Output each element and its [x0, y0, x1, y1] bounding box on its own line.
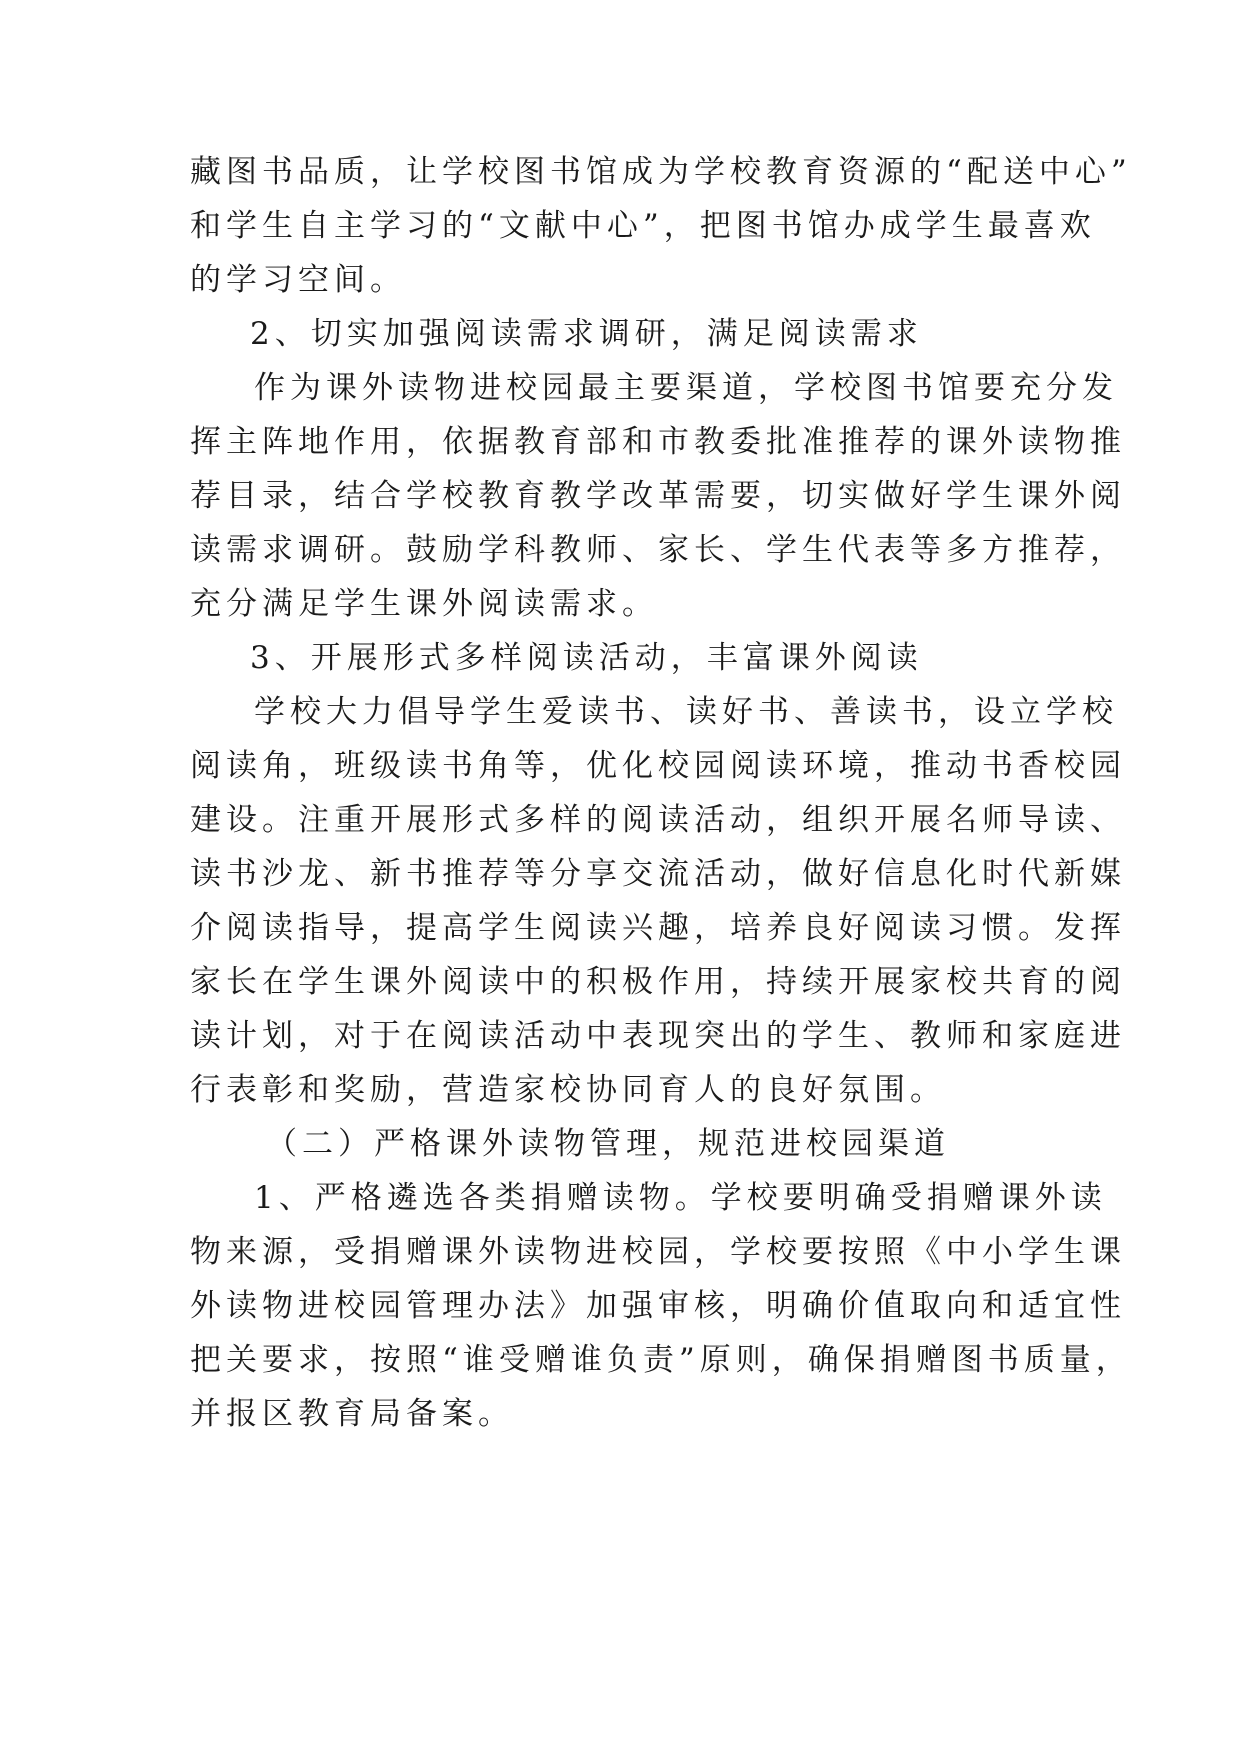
text-line: 家长在学生课外阅读中的积极作用，持续开展家校共育的阅: [190, 964, 1126, 1000]
text-line: 充分满足学生课外阅读需求。: [190, 586, 658, 622]
text-line: 挥主阵地作用，依据教育部和市教委批准推荐的课外读物推: [190, 424, 1126, 460]
section-heading: （二）严格课外读物管理，规范进校园渠道: [266, 1126, 950, 1162]
text-line: 1、严格遴选各类捐赠读物。学校要明确受捐赠课外读: [254, 1180, 1107, 1216]
text-line: 荐目录，结合学校教育教学改革需要，切实做好学生课外阅: [190, 478, 1126, 514]
text-line: 并报区教育局备案。: [190, 1396, 514, 1432]
section-heading: 2、切实加强阅读需求调研，满足阅读需求: [250, 316, 923, 352]
text-line: 读需求调研。鼓励学科教师、家长、学生代表等多方推荐，: [190, 532, 1126, 568]
text-line: 作为课外读物进校园最主要渠道，学校图书馆要充分发: [254, 370, 1118, 406]
text-line: 介阅读指导，提高学生阅读兴趣，培养良好阅读习惯。发挥: [190, 910, 1126, 946]
section-heading: 3、开展形式多样阅读活动，丰富课外阅读: [250, 640, 923, 676]
text-line: 读计划，对于在阅读活动中表现突出的学生、教师和家庭进: [190, 1018, 1126, 1054]
text-line: 外读物进校园管理办法》加强审核，明确价值取向和适宜性: [190, 1288, 1126, 1324]
text-line: 阅读角，班级读书角等，优化校园阅读环境，推动书香校园: [190, 748, 1126, 784]
text-line: 和学生自主学习的“文献中心”，把图书馆办成学生最喜欢: [190, 208, 1096, 244]
text-line: 藏图书品质，让学校图书馆成为学校教育资源的“配送中心”: [190, 154, 1132, 190]
text-line: 建设。注重开展形式多样的阅读活动，组织开展名师导读、: [190, 802, 1126, 838]
text-line: 物来源，受捐赠课外读物进校园，学校要按照《中小学生课: [190, 1234, 1126, 1270]
text-line: 的学习空间。: [190, 262, 406, 298]
text-line: 学校大力倡导学生爱读书、读好书、善读书，设立学校: [254, 694, 1118, 730]
text-line: 读书沙龙、新书推荐等分享交流活动，做好信息化时代新媒: [190, 856, 1126, 892]
text-line: 把关要求，按照“谁受赠谁负责”原则，确保捐赠图书质量，: [190, 1342, 1132, 1378]
text-line: 行表彰和奖励，营造家校协同育人的良好氛围。: [190, 1072, 946, 1108]
document-body: [190, 145, 1132, 1441]
